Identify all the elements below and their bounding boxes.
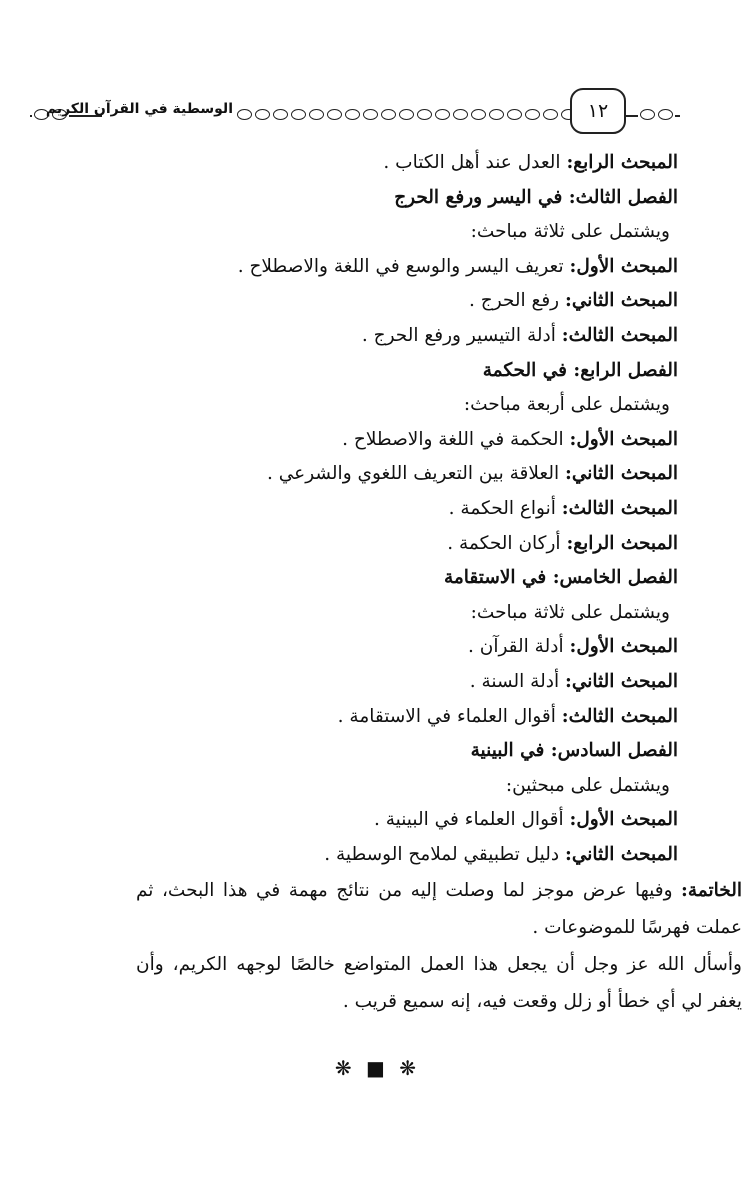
section-text: العلاقة بين التعريف اللغوي والشرعي . — [266, 463, 565, 485]
section-text: رفع الحرج . — [468, 290, 565, 312]
section-label: المبحث الثاني: — [565, 290, 678, 312]
end-ornament: ❋ ■ ❋ — [334, 1056, 421, 1080]
section-line — [72, 665, 678, 700]
section-line — [72, 250, 678, 285]
section-label: المبحث الأول: — [569, 809, 678, 831]
section-text: دليل تطبيقي لملامح الوسطية . — [324, 843, 565, 865]
section-text: أدلة التيسير ورفع الحرج . — [361, 324, 562, 346]
chapter-label: الفصل الخامس: — [552, 567, 678, 589]
chain-ornament-right — [638, 109, 675, 122]
book-title: الوسطية في القرآن الكريم — [102, 101, 236, 117]
section-text: الحكمة في اللغة والاصطلاح . — [342, 428, 570, 450]
section-line — [72, 630, 678, 665]
chapter-label: الفصل الرابع: — [573, 359, 678, 381]
section-text: أدلة القرآن . — [467, 636, 570, 658]
section-label: المبحث الرابع: — [566, 532, 678, 554]
section-line — [72, 527, 678, 562]
chapter-intro: ويشتمل على ثلاثة مباحث: — [470, 601, 670, 623]
section-text: أركان الحكمة . — [447, 532, 567, 554]
chapter-intro: ويشتمل على ثلاثة مباحث: — [470, 221, 670, 243]
table-of-contents-text — [72, 146, 742, 1020]
chapter-title: في اليسر ورفع الحرج — [394, 186, 569, 208]
section-line — [72, 284, 678, 319]
section-label: المبحث الرابع: — [566, 152, 678, 173]
section-line — [72, 319, 678, 354]
section-line — [72, 492, 678, 527]
section-label: المبحث الثاني: — [565, 670, 678, 692]
section-line — [72, 700, 678, 735]
chapter-heading — [72, 354, 678, 389]
conclusion-paragraph — [136, 872, 750, 946]
chain-ornament-middle — [235, 109, 578, 122]
section-label: المبحث الثاني: — [565, 843, 678, 865]
section-label: المبحث الأول: — [569, 255, 678, 277]
chapter-title: في الاستقامة — [443, 567, 553, 589]
chapter-label: الفصل السادس: — [550, 740, 678, 762]
section-text: أنواع الحكمة . — [448, 497, 562, 519]
section-line — [72, 457, 678, 492]
section-text: أقوال العلماء في البينية . — [373, 809, 570, 831]
section-line — [72, 146, 678, 181]
chapter-label: الفصل الثالث: — [568, 186, 678, 208]
section-label: المبحث الأول: — [569, 636, 678, 658]
chapter-intro: ويشتمل على أربعة مباحث: — [463, 394, 670, 416]
section-label: المبحث الثالث: — [561, 324, 678, 346]
section-label: المبحث الأول: — [569, 428, 678, 450]
section-line — [72, 803, 678, 838]
chapter-intro: ويشتمل على مبحثين: — [505, 774, 670, 796]
section-label: المبحث الثاني: — [565, 463, 678, 485]
section-text: أدلة السنة . — [469, 670, 565, 692]
section-text: أقوال العلماء في الاستقامة . — [337, 705, 562, 727]
section-line — [72, 838, 678, 873]
section-label: المبحث الثالث: — [561, 497, 678, 519]
section-line — [72, 423, 678, 458]
closing-paragraph: وأسأل الله عز وجل أن يجعل هذا العمل المتواضع خالصًا لوجهه الكريم، وأن يغفر لي أي خطأ أو زلل وقعت فيه، إنه سميع قريب . — [136, 954, 742, 1013]
chapter-title: في البينية — [470, 740, 551, 762]
chapter-heading — [72, 561, 678, 596]
section-text: العدل عند أهل الكتاب . — [383, 152, 567, 173]
section-text: تعريف اليسر والوسع في اللغة والاصطلاح . — [237, 255, 570, 277]
conclusion-text: وفيها عرض موجز لما وصلت إليه من نتائج مهمة في هذا البحث، ثم عملت فهرسًا للموضوعات . — [136, 880, 742, 939]
chapter-heading — [72, 734, 678, 769]
chapter-heading — [72, 181, 678, 216]
page-number: ١٢ — [570, 88, 626, 134]
section-label: المبحث الثالث: — [561, 705, 678, 727]
page-header — [30, 86, 680, 136]
chapter-title: في الحكمة — [482, 359, 574, 381]
conclusion-label: الخاتمة: — [681, 880, 742, 902]
